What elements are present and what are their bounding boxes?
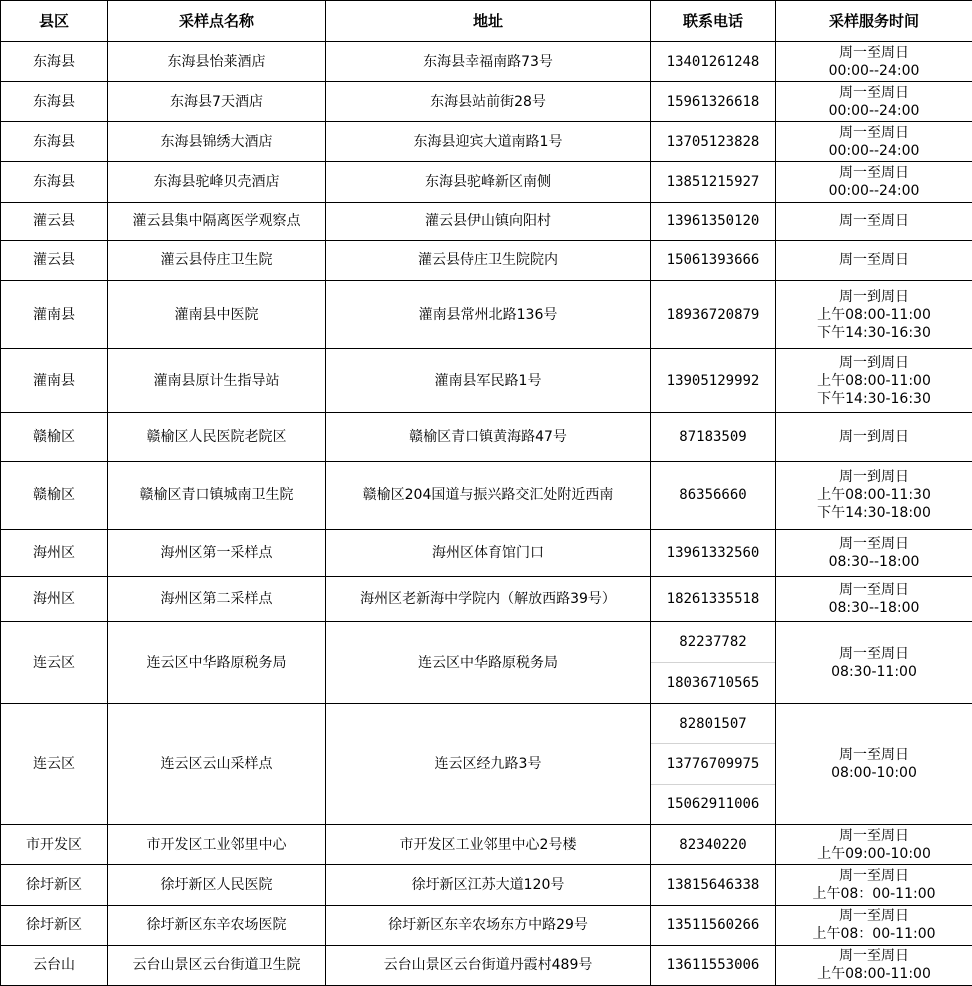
service-time: 08:30--18:00	[828, 600, 920, 617]
site-name-cell: 灌南县原计生指导站	[108, 349, 326, 413]
table-row	[1, 413, 972, 461]
table-row	[1, 865, 972, 905]
service-hours-cell	[776, 703, 972, 825]
district-cell: 云台山	[1, 945, 108, 985]
phone-cell	[651, 577, 776, 622]
service-hours-cell	[776, 280, 972, 348]
service-hours-cell	[776, 622, 972, 703]
header-address: 地址	[326, 1, 651, 42]
phone-number: 13905129992	[666, 372, 760, 389]
phone-number: 13611553006	[666, 957, 760, 974]
table-row	[1, 577, 972, 622]
service-hours-cell	[776, 122, 972, 162]
service-days: 周一至周日	[839, 582, 909, 599]
header-service-hours: 采样服务时间	[776, 1, 972, 42]
service-days: 周一至周日	[839, 213, 909, 230]
table-row	[1, 461, 972, 529]
table-row	[1, 42, 972, 82]
service-hours-cell	[776, 82, 972, 122]
table-row	[1, 162, 972, 202]
service-time: 下午14:30-16:30	[817, 324, 931, 341]
service-days: 周一至周日	[839, 536, 909, 553]
site-name-cell: 海州区第一采样点	[108, 529, 326, 576]
service-time: 上午08：00-11:00	[812, 926, 936, 943]
district-cell: 赣榆区	[1, 461, 108, 529]
phone-number: 18036710565	[651, 662, 775, 703]
service-days: 周一至周日	[839, 165, 909, 182]
address-cell: 市开发区工业邻里中心2号楼	[326, 825, 651, 865]
phone-cell	[651, 202, 776, 240]
site-name-cell: 东海县驼峰贝壳酒店	[108, 162, 326, 202]
phone-number: 15061393666	[666, 252, 760, 269]
district-cell: 东海县	[1, 122, 108, 162]
address-cell: 云台山景区云台街道丹霞村489号	[326, 945, 651, 985]
site-name-cell: 赣榆区青口镇城南卫生院	[108, 461, 326, 529]
district-cell: 连云区	[1, 622, 108, 703]
address-cell: 连云区经九路3号	[326, 703, 651, 825]
site-name-cell: 连云区中华路原税务局	[108, 622, 326, 703]
service-time: 上午08:00-11:30	[817, 487, 931, 504]
district-cell: 连云区	[1, 703, 108, 825]
table-row	[1, 280, 972, 348]
district-cell: 灌云县	[1, 202, 108, 240]
table-row	[1, 703, 972, 825]
address-cell: 灌南县常州北路136号	[326, 280, 651, 348]
address-cell: 灌云县伊山镇向阳村	[326, 202, 651, 240]
address-cell: 东海县迎宾大道南路1号	[326, 122, 651, 162]
service-days: 周一至周日	[839, 908, 909, 925]
address-cell: 东海县站前街28号	[326, 82, 651, 122]
site-name-cell: 东海县7天酒店	[108, 82, 326, 122]
address-cell: 灌南县军民路1号	[326, 349, 651, 413]
phone-number: 13961350120	[666, 213, 760, 230]
phone-number: 87183509	[679, 429, 747, 446]
phone-number: 15062911006	[651, 784, 775, 824]
site-name-cell: 徐圩新区人民医院	[108, 865, 326, 905]
table-row	[1, 122, 972, 162]
phone-cell	[651, 703, 776, 825]
phone-number: 82237782	[679, 634, 747, 651]
service-time: 00:00--24:00	[828, 62, 920, 79]
service-days: 周一至周日	[839, 252, 909, 269]
district-cell: 海州区	[1, 577, 108, 622]
phone-cell	[651, 865, 776, 905]
service-hours-cell	[776, 825, 972, 865]
phone-cell	[651, 162, 776, 202]
site-name-cell: 灌南县中医院	[108, 280, 326, 348]
service-days: 周一至周日	[839, 867, 909, 884]
service-time: 00:00--24:00	[828, 142, 920, 159]
phone-cell	[651, 82, 776, 122]
district-cell: 灌南县	[1, 349, 108, 413]
address-cell: 徐圩新区东辛农场东方中路29号	[326, 905, 651, 945]
address-cell: 海州区老新海中学院内（解放西路39号）	[326, 577, 651, 622]
site-name-cell: 东海县怡莱酒店	[108, 42, 326, 82]
service-hours-cell	[776, 945, 972, 985]
phone-number: 13511560266	[666, 917, 760, 934]
phone-cell	[651, 622, 776, 703]
table-row	[1, 529, 972, 576]
phone-number: 86356660	[679, 487, 747, 504]
service-days: 周一到周日	[839, 288, 909, 305]
service-time: 00:00--24:00	[828, 102, 920, 119]
header-site-name: 采样点名称	[108, 1, 326, 42]
service-hours-cell	[776, 529, 972, 576]
site-name-cell: 云台山景区云台街道卫生院	[108, 945, 326, 985]
table-row	[1, 82, 972, 122]
service-days: 周一至周日	[839, 827, 909, 844]
table-row	[1, 622, 972, 703]
address-cell: 海州区体育馆门口	[326, 529, 651, 576]
service-time: 08:30-11:00	[831, 663, 917, 680]
district-cell: 市开发区	[1, 825, 108, 865]
address-cell: 徐圩新区江苏大道120号	[326, 865, 651, 905]
service-time: 上午08:00-11:00	[817, 372, 931, 389]
phone-cell	[651, 461, 776, 529]
site-name-cell: 海州区第二采样点	[108, 577, 326, 622]
phone-cell	[651, 825, 776, 865]
site-name-cell: 连云区云山采样点	[108, 703, 326, 825]
phone-number: 18261335518	[666, 591, 760, 608]
phone-number: 13705123828	[666, 133, 760, 150]
header-row	[1, 1, 972, 42]
district-cell: 赣榆区	[1, 413, 108, 461]
service-days: 周一到周日	[839, 354, 909, 371]
service-days: 周一至周日	[839, 746, 909, 763]
phone-number: 13851215927	[666, 174, 760, 191]
phone-cell	[651, 349, 776, 413]
phone-number: 82801507	[679, 715, 747, 732]
service-time: 08:00-10:00	[831, 764, 917, 781]
service-hours-cell	[776, 461, 972, 529]
district-cell: 徐圩新区	[1, 865, 108, 905]
service-hours-cell	[776, 413, 972, 461]
table-row	[1, 945, 972, 985]
service-days: 周一至周日	[839, 124, 909, 141]
site-name-cell: 赣榆区人民医院老院区	[108, 413, 326, 461]
header-district: 县区	[1, 1, 108, 42]
table-row	[1, 905, 972, 945]
service-hours-cell	[776, 240, 972, 280]
table-row	[1, 349, 972, 413]
service-hours-cell	[776, 349, 972, 413]
table-row	[1, 825, 972, 865]
service-hours-cell	[776, 202, 972, 240]
phone-cell	[651, 945, 776, 985]
service-hours-cell	[776, 905, 972, 945]
phone-number: 82340220	[679, 836, 747, 853]
service-days: 周一到周日	[839, 429, 909, 446]
address-cell: 东海县幸福南路73号	[326, 42, 651, 82]
service-hours-cell	[776, 865, 972, 905]
site-name-cell: 东海县锦绣大酒店	[108, 122, 326, 162]
address-cell: 东海县驼峰新区南侧	[326, 162, 651, 202]
district-cell: 灌云县	[1, 240, 108, 280]
phone-number: 13401261248	[666, 53, 760, 70]
address-cell: 赣榆区青口镇黄海路47号	[326, 413, 651, 461]
table-body	[1, 42, 972, 986]
service-time: 上午09:00-10:00	[817, 845, 931, 862]
service-time: 下午14:30-16:30	[817, 390, 931, 407]
phone-cell	[651, 529, 776, 576]
service-hours-cell	[776, 577, 972, 622]
service-time: 00:00--24:00	[828, 183, 920, 200]
phone-cell	[651, 905, 776, 945]
service-days: 周一至周日	[839, 44, 909, 61]
service-time: 上午08:00-11:00	[817, 306, 931, 323]
service-hours-cell	[776, 42, 972, 82]
site-name-cell: 灌云县集中隔离医学观察点	[108, 202, 326, 240]
site-name-cell: 徐圩新区东辛农场医院	[108, 905, 326, 945]
district-cell: 海州区	[1, 529, 108, 576]
district-cell: 徐圩新区	[1, 905, 108, 945]
phone-number: 15961326618	[666, 93, 760, 110]
district-cell: 灌南县	[1, 280, 108, 348]
address-cell: 赣榆区204国道与振兴路交汇处附近西南	[326, 461, 651, 529]
phone-cell	[651, 413, 776, 461]
site-name-cell: 市开发区工业邻里中心	[108, 825, 326, 865]
district-cell: 东海县	[1, 42, 108, 82]
phone-cell	[651, 280, 776, 348]
service-time: 上午08：00-11:00	[812, 885, 936, 902]
service-days: 周一到周日	[839, 469, 909, 486]
district-cell: 东海县	[1, 162, 108, 202]
service-time: 08:30--18:00	[828, 554, 920, 571]
service-days: 周一至周日	[839, 645, 909, 662]
service-time: 下午14:30-18:00	[817, 505, 931, 522]
phone-number: 13961332560	[666, 545, 760, 562]
phone-number: 13776709975	[651, 743, 775, 783]
service-days: 周一至周日	[839, 84, 909, 101]
address-cell: 灌云县侍庄卫生院院内	[326, 240, 651, 280]
phone-cell	[651, 240, 776, 280]
phone-number: 18936720879	[666, 306, 760, 323]
district-cell: 东海县	[1, 82, 108, 122]
header-phone: 联系电话	[651, 1, 776, 42]
service-days: 周一至周日	[839, 948, 909, 965]
service-time: 上午08:00-11:00	[817, 966, 931, 983]
site-name-cell: 灌云县侍庄卫生院	[108, 240, 326, 280]
phone-number: 13815646338	[666, 876, 760, 893]
phone-cell	[651, 122, 776, 162]
address-cell: 连云区中华路原税务局	[326, 622, 651, 703]
service-hours-cell	[776, 162, 972, 202]
table-row	[1, 202, 972, 240]
table-row	[1, 240, 972, 280]
phone-cell	[651, 42, 776, 82]
